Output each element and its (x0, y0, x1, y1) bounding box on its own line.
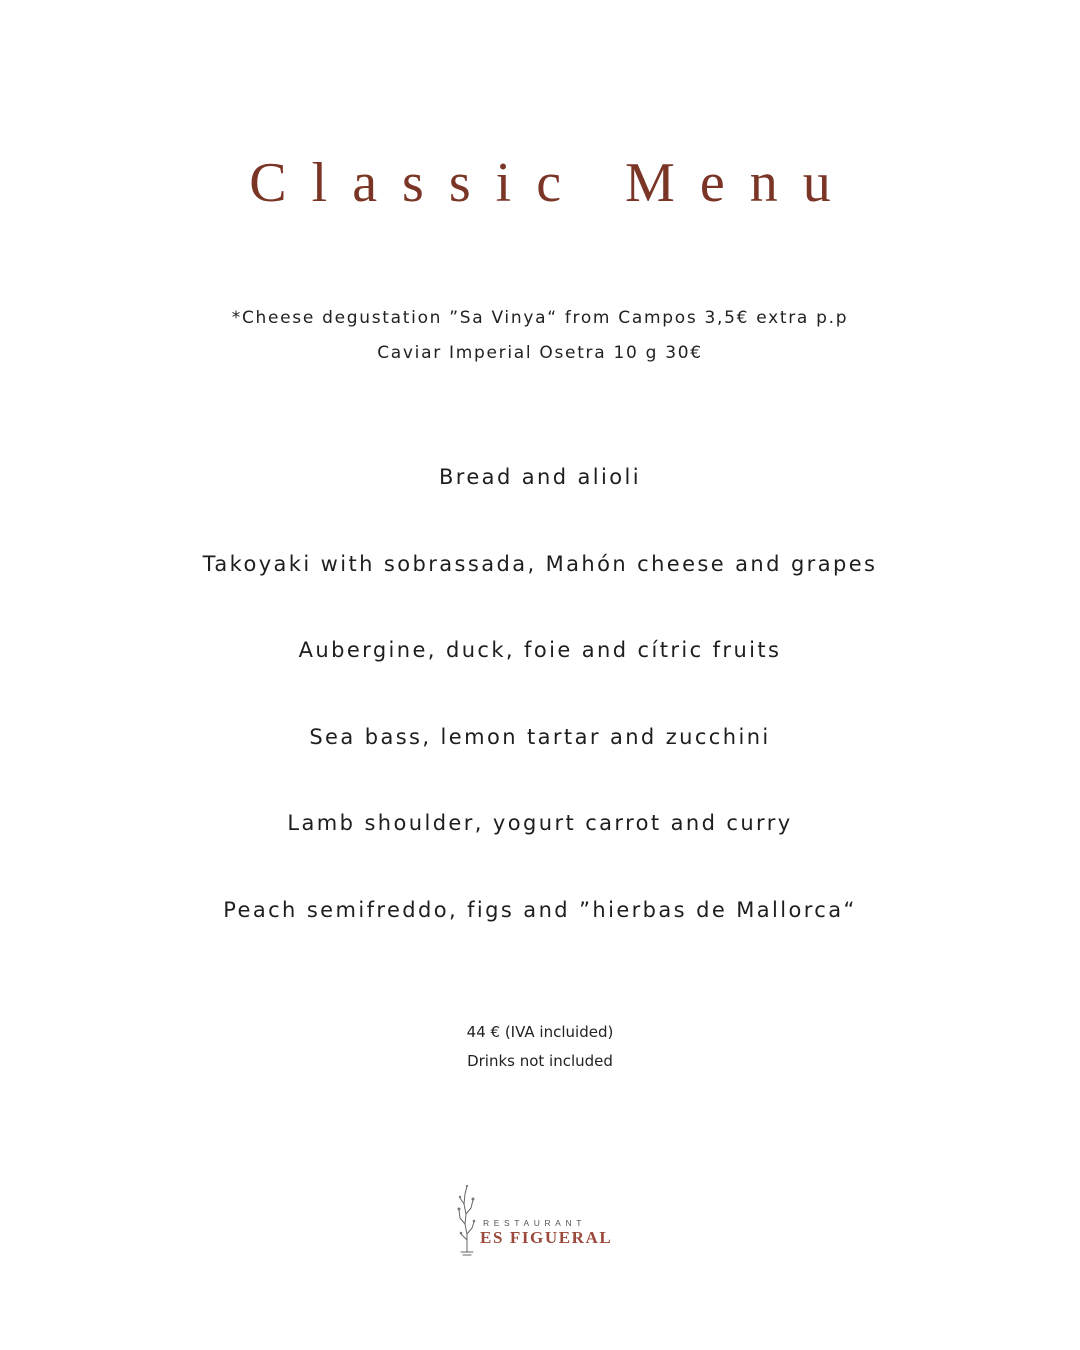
course-list (0, 456, 1080, 975)
course-item: Peach semifreddo, figs and ”hierbas de Mallorca“ (223, 897, 857, 922)
logo-restaurant-label: RESTAURANT (483, 1218, 586, 1228)
course-item: Lamb shoulder, yogurt carrot and curry (287, 811, 793, 835)
restaurant-logo (455, 1184, 615, 1256)
drinks-note: Drinks not included (467, 1052, 613, 1070)
course-item: Sea bass, lemon tartar and zucchini (309, 724, 771, 749)
page-title: Classic Menu (249, 152, 856, 214)
caviar-extra-line: Caviar Imperial Osetra 10 g 30€ (377, 343, 703, 363)
course-item: Aubergine, duck, foie and cítric fruits (298, 638, 782, 662)
price-line: 44 € (IVA incluided) (466, 1023, 614, 1041)
extras-section (0, 301, 1080, 371)
cheese-extra-line: *Cheese degustation ”Sa Vinya“ from Campos 3,5€ extra p.p (231, 308, 849, 328)
course-item: Bread and alioli (438, 465, 641, 489)
logo-restaurant-name: ES FIGUERAL (480, 1228, 613, 1247)
price-section (0, 1018, 1080, 1076)
course-item: Takoyaki with sobrassada, Mahón cheese and grapes (202, 551, 878, 576)
fig-tree-icon (455, 1184, 479, 1256)
